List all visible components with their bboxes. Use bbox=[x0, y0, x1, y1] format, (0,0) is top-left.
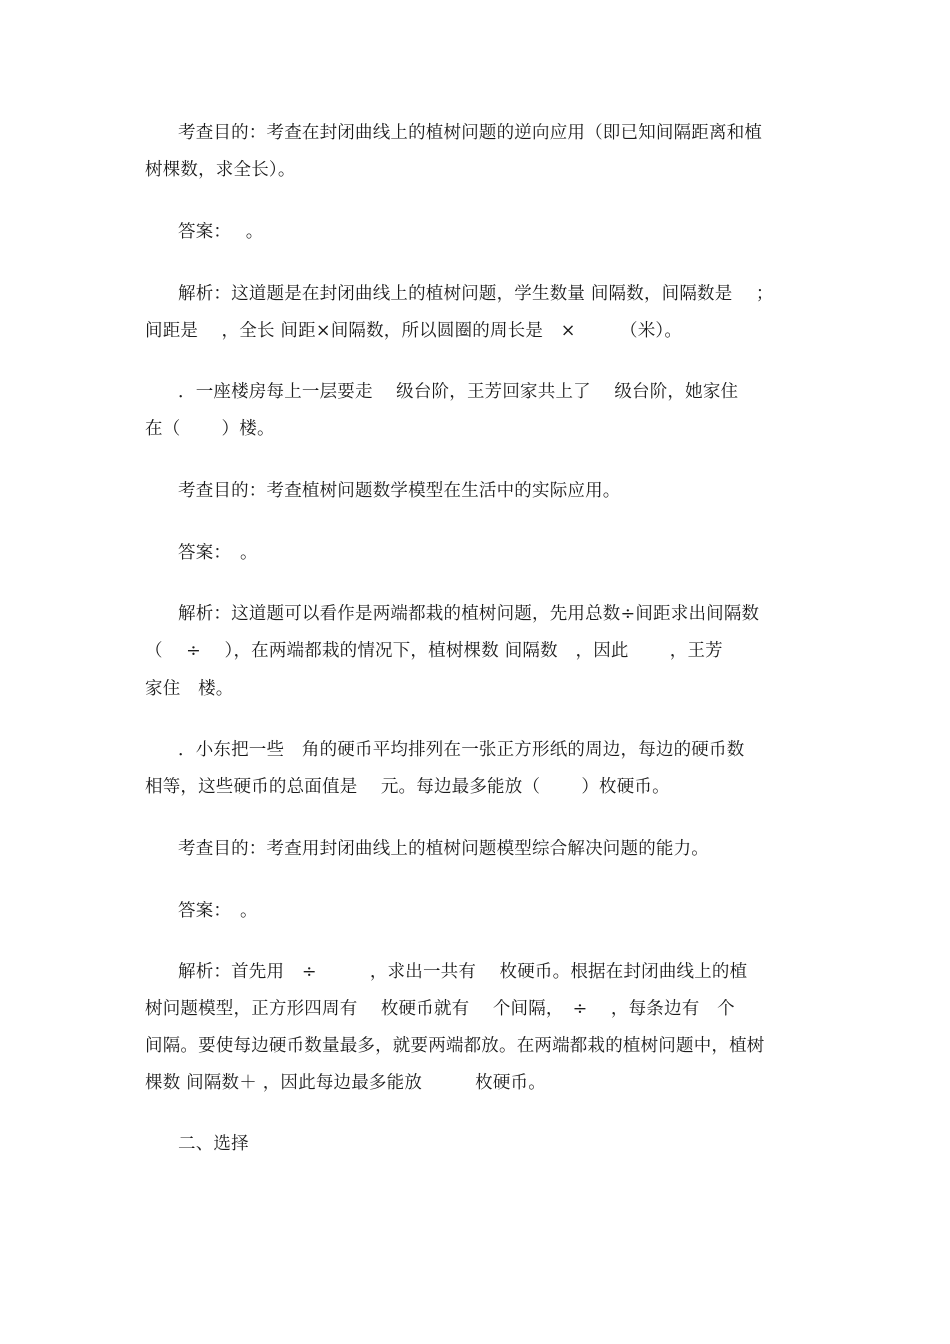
answer-line-2: 答案： 。 bbox=[178, 543, 258, 563]
analysis-line-4: （ ÷ ），在两端都栽的情况下，植树棵数 间隔数 ，因此 ，王芳 bbox=[145, 641, 723, 661]
answer-line: 答案： 。 bbox=[178, 222, 264, 242]
analysis-line-5: 家住 楼。 bbox=[145, 679, 234, 699]
analysis-line-2: 间距是 ，全长 间距×间隔数，所以圆圈的周长是 × （米）。 bbox=[145, 321, 683, 341]
question-line-1: ．一座楼房每上一层要走 级台阶，王芳回家共上了 级台阶，她家住 bbox=[178, 382, 739, 402]
purpose-line-1: 考查目的：考查在封闭曲线上的植树问题的逆向应用（即已知间隔距离和植 bbox=[178, 123, 763, 143]
question-line-2: 在（ ）楼。 bbox=[145, 419, 275, 439]
analysis-line-3: 解析：这道题可以看作是两端都栽的植树问题，先用总数÷间距求出间隔数 bbox=[178, 604, 760, 624]
analysis-line-8: 间隔。要使每边硬币数量最多，就要两端都放。在两端都栽的植树问题中，植树 bbox=[145, 1036, 765, 1056]
analysis-line-9: 棵数 间隔数＋ ，因此每边最多能放 枚硬币。 bbox=[145, 1073, 546, 1093]
question-line-3: ．小东把一些 角的硬币平均排列在一张正方形纸的周边，每边的硬币数 bbox=[178, 740, 745, 760]
purpose-line-4: 考查目的：考查用封闭曲线上的植树问题模型综合解决问题的能力。 bbox=[178, 839, 709, 859]
section-heading: 二、选择 bbox=[178, 1134, 249, 1154]
analysis-line-6: 解析：首先用 ÷ ，求出一共有 枚硬币。根据在封闭曲线上的植 bbox=[178, 962, 748, 982]
question-line-4: 相等，这些硬币的总面值是 元。每边最多能放（ ）枚硬币。 bbox=[145, 777, 670, 797]
purpose-line-2: 树棵数，求全长）。 bbox=[145, 160, 296, 180]
answer-line-3: 答案： 。 bbox=[178, 901, 258, 921]
purpose-line-3: 考查目的：考查植树问题数学模型在生活中的实际应用。 bbox=[178, 481, 621, 501]
analysis-line-7: 树问题模型，正方形四周有 枚硬币就有 个间隔， ÷ ，每条边有 个 bbox=[145, 999, 735, 1019]
analysis-line-1: 解析：这道题是在封闭曲线上的植树问题，学生数量 间隔数，间隔数是 ； bbox=[178, 284, 774, 304]
